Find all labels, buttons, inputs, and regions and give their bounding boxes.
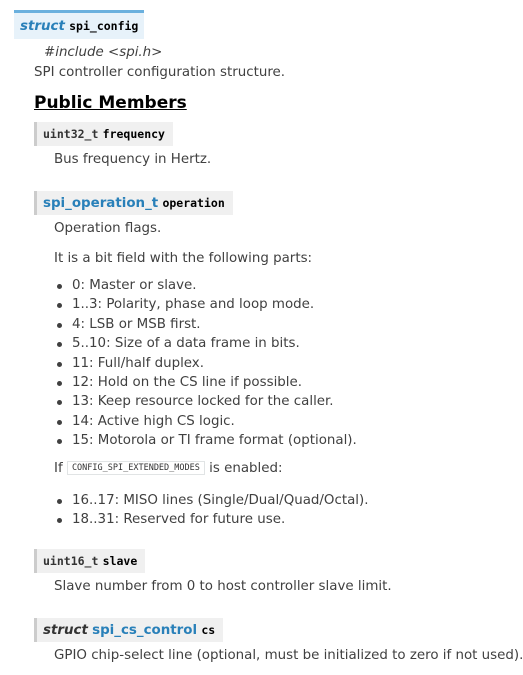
member-description-cs: GPIO chip-select line (optional, must be initialized to zero if not used). [54,648,523,663]
member-signature-operation [34,191,233,215]
struct-description: SPI controller configuration structure. [34,65,286,80]
struct-signature [14,10,144,39]
list-item: 5..10: Size of a data frame in bits. [54,334,357,353]
member-name: operation [162,196,225,210]
member-name: slave [102,554,138,568]
list-item: 12: Hold on the CS line if possible. [54,373,357,392]
list-item: 14: Active high CS logic. [54,412,357,431]
list-item: 18..31: Reserved for future use. [54,510,369,529]
condition-prefix: If [54,461,63,476]
config-macro: CONFIG_SPI_EXTENDED_MODES [67,461,205,475]
member-type-link[interactable]: spi_operation_t [43,196,159,211]
member-description-frequency: Bus frequency in Hertz. [54,152,212,167]
member-signature-slave [34,549,145,573]
include-directive: #include <spi.h> [44,45,163,60]
list-item: 16..17: MISO lines (Single/Dual/Quad/Octal). [54,491,369,510]
member-name: cs [201,623,216,637]
extended-bitfield-list [54,491,369,530]
member-type-link[interactable]: spi_cs_control [92,623,198,638]
list-item: 1..3: Polarity, phase and loop mode. [54,295,357,314]
member-keyword: struct [43,623,88,638]
struct-name: spi_config [69,19,139,33]
condition-suffix: is enabled: [209,461,283,476]
member-description-operation: Operation flags. [54,221,162,236]
extended-modes-condition [54,461,283,476]
member-type: uint16_t [43,554,99,568]
struct-keyword: struct [20,19,65,34]
member-name: frequency [102,127,165,141]
member-description-slave: Slave number from 0 to host controller slave limit. [54,579,392,594]
member-type: uint32_t [43,127,99,141]
member-signature-cs [34,618,223,642]
bitfield-list [54,276,357,451]
member-signature-frequency [34,122,173,146]
list-item: 11: Full/half duplex. [54,354,357,373]
list-item: 4: LSB or MSB first. [54,315,357,334]
list-item: 15: Motorola or TI frame format (optional). [54,431,357,450]
public-members-heading: Public Members [34,93,187,113]
list-item: 13: Keep resource locked for the caller. [54,392,357,411]
bitfield-intro: It is a bit field with the following parts: [54,251,313,266]
list-item: 0: Master or slave. [54,276,357,295]
